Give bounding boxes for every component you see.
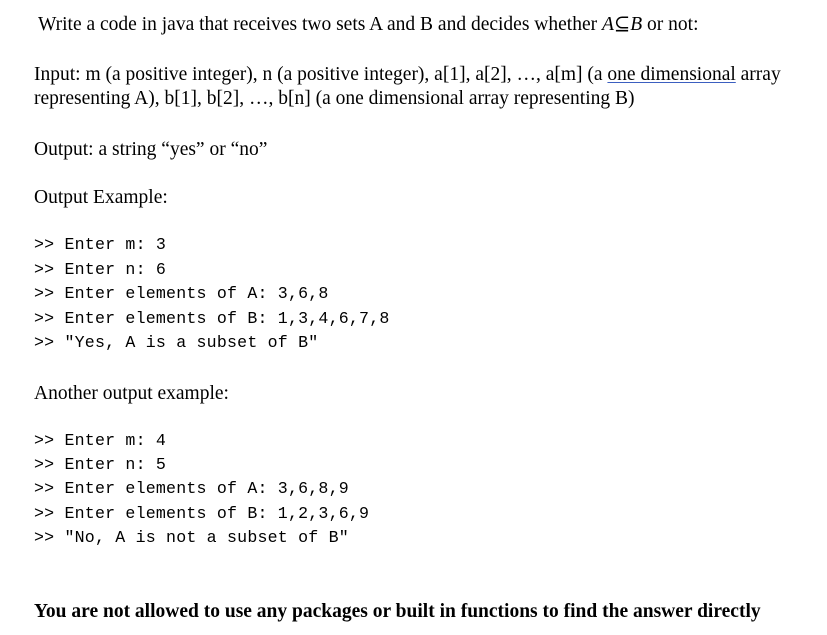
example2-line: >> "No, A is not a subset of B" <box>34 528 349 547</box>
example2-line: >> Enter n: 5 <box>34 455 167 474</box>
title-prefix: Write a code in java that receives two sets A and B and decides whether <box>38 14 602 35</box>
spellcheck-underlined-phrase: one dimensional <box>607 64 736 85</box>
input-description-line-1 <box>34 63 781 87</box>
input-line1-start: Input: m (a positive integer), n (a positive integer), a[1], a[2], …, a[m] (a <box>34 64 608 85</box>
example1-line: >> Enter elements of A: 3,6,8 <box>34 284 329 303</box>
example2-line: >> Enter elements of B: 1,2,3,6,9 <box>34 504 370 523</box>
example1-line: >> "Yes, A is a subset of B" <box>34 333 319 352</box>
example1-line: >> Enter n: 6 <box>34 260 167 279</box>
example1-line: >> Enter m: 3 <box>34 235 167 254</box>
example2-line: >> Enter m: 4 <box>34 431 167 450</box>
question-title <box>38 13 699 37</box>
restriction-note: You are not allowed to use any packages or built in functions to find the answer directly <box>34 601 761 622</box>
another-output-example-heading: Another output example: <box>34 383 229 404</box>
title-suffix: or not: <box>642 14 699 35</box>
input-description-line-2: representing A), b[1], b[2], …, b[n] (a one dimensional array representing B) <box>34 88 635 109</box>
subset-expression: A⊆B <box>601 14 643 35</box>
output-description: Output: a string “yes” or “no” <box>34 139 268 160</box>
input-line1-end: array <box>735 64 781 85</box>
output-example-heading: Output Example: <box>34 187 168 208</box>
example2-line: >> Enter elements of A: 3,6,8,9 <box>34 479 349 498</box>
example1-line: >> Enter elements of B: 1,3,4,6,7,8 <box>34 309 390 328</box>
